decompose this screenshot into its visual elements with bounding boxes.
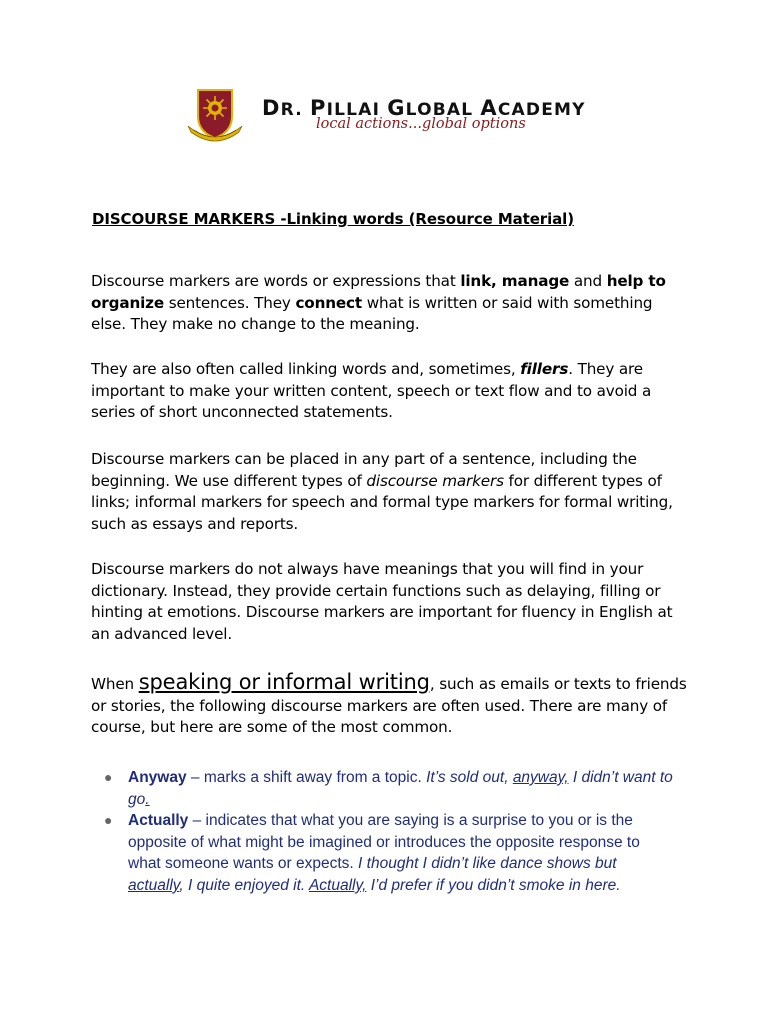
bullet-icon: ● [104,769,113,785]
paragraph-fillers: They are also often called linking words and, sometimes, fillers. They are important to make your written content, speech or text flow and to avoid a series of short unconnected statements. [91,360,652,421]
academy-name: DR. PILLAI GLOBAL ACADEMY [262,96,586,120]
paragraph-intro: Discourse markers are words or expressions that link, manage and help to organize sentences. They connect what is written or said with something else. They make no change to the meaning. [91,272,666,333]
bullet-icon: ● [104,812,113,829]
list-item: ● Actually – indicates that what you are saying is a surprise to you or is the opposite of what might be imagined or introduces the opposite response to what someone wants or expects. I thought I didn’t like dance shows but actually, I quite enjoyed it. Actually, I’d prefer if you didn’t smoke in here. [104,812,640,894]
document-title: DISCOURSE MARKERS -Linking words (Resource Material) [92,210,574,228]
paragraph-meanings: Discourse markers do not always have meanings that you will find in your dictionary. Instead, they provide certain functions such as delaying, filling or hinting at emotions. Discourse markers are important for fluency in English at an advanced level. [91,560,673,643]
paragraph-placement: Discourse markers can be placed in any part of a sentence, including the beginning. We use different types of discourse markers for different types of links; informal markers for speech and formal type markers for formal writing, such as essays and reports. [91,450,673,533]
academy-tagline: local actions...global options [316,116,526,132]
discourse-marker-list [104,767,674,897]
list-item: ● Anyway – marks a shift away from a topic. It’s sold out, anyway, I didn’t want to go. [104,769,673,808]
school-crest-icon [184,86,246,146]
letterhead [184,86,584,146]
paragraph-informal: When speaking or informal writing, such as emails or texts to friends or stories, the following discourse markers are often used. There are many of course, but here are some of the most common. [91,670,687,736]
